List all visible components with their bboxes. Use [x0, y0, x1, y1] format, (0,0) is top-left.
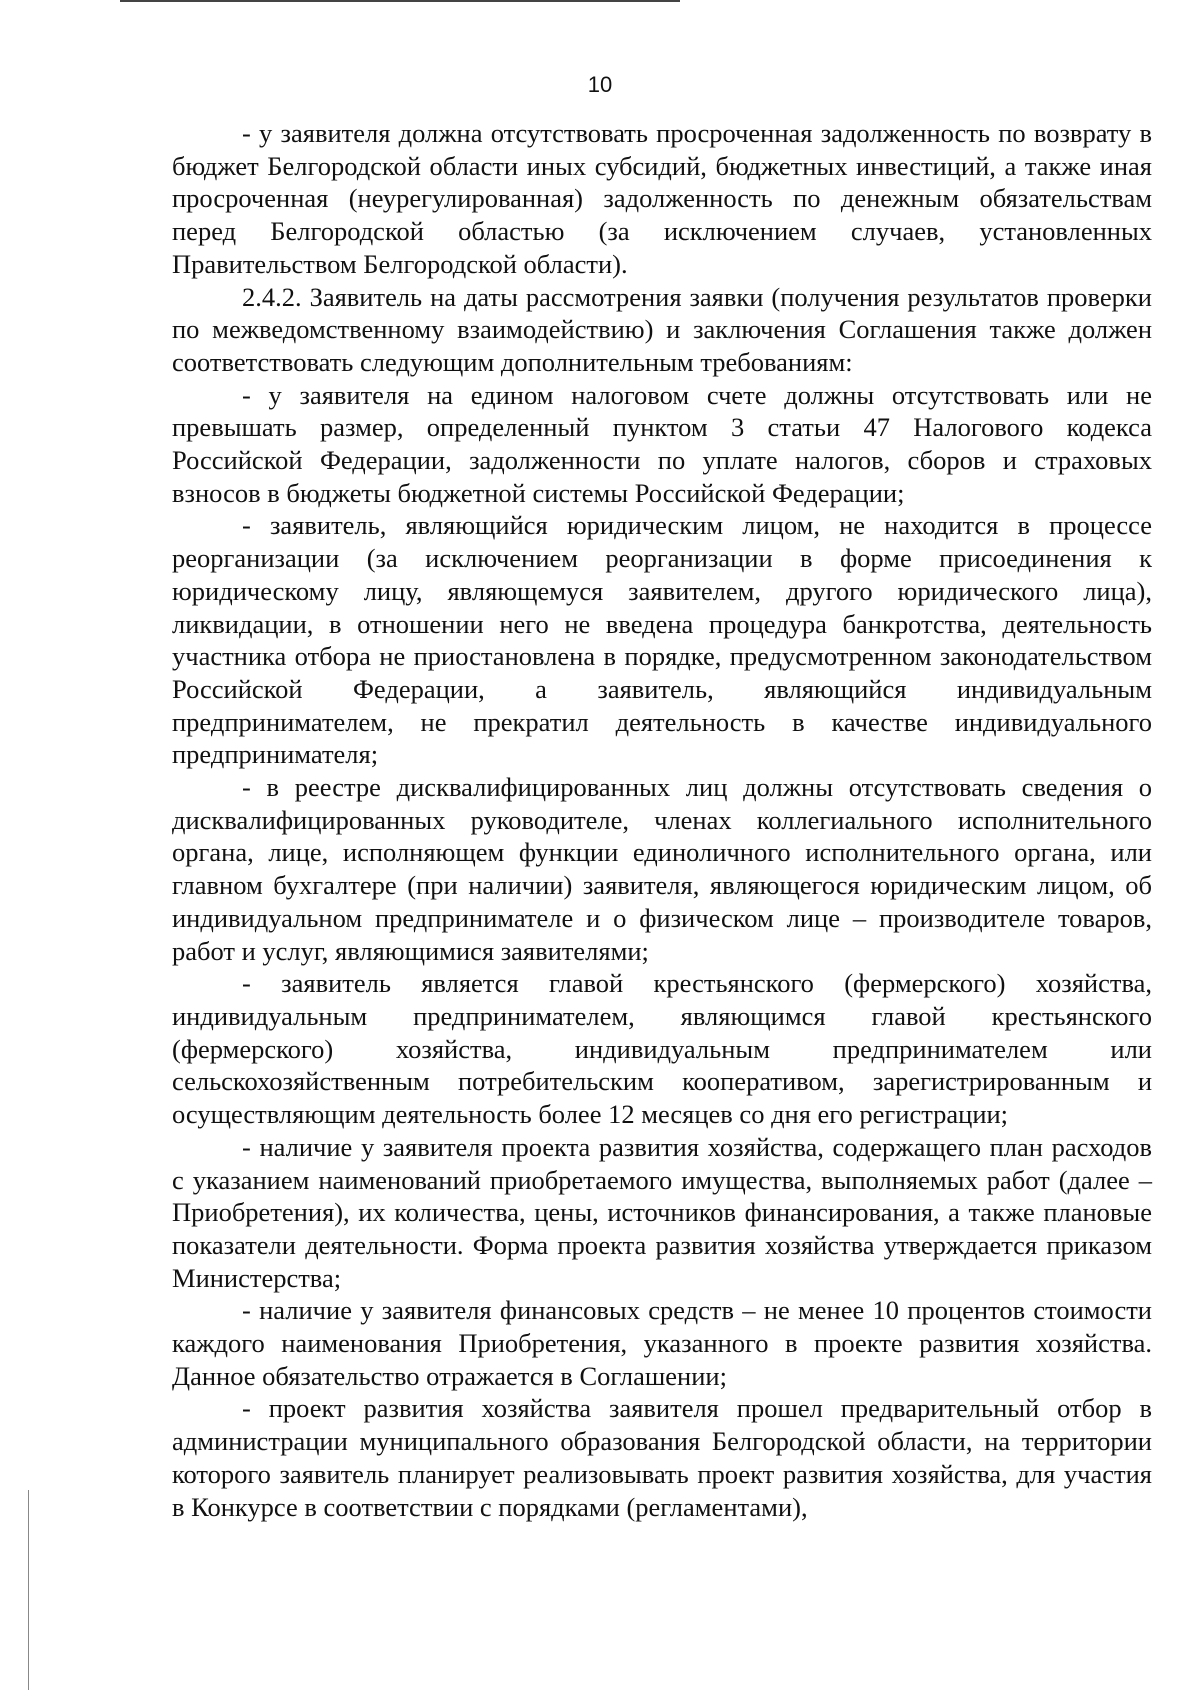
paragraph-development-project: - наличие у заявителя проекта развития хозяйства, содержащего план расходов с указанием наименований приобретаемого имущества, выполняемых работ (далее – Приобретения), их количества, цены, источников финансирования, а также плановые показатели деятельности. Форма проекта развития хозяйства утверждается приказом Министерства;: [172, 1131, 1152, 1293]
paragraph-disqualified-registry: - в реестре дисквалифицированных лиц должны отсутствовать сведения о дисквалифицированных руководителе, членах коллегиального исполнительного органа, лице, исполняющем функции единоличного исполнительного органа, или главном бухгалтере (при наличии) заявителя, являющегося юридическим лицом, об индивидуальном предпринимателе и о физическом лице – производителе товаров, работ и услуг, являющимися заявителями;: [172, 772, 1152, 966]
scan-edge-left: [28, 1490, 29, 1690]
paragraph-debt-requirement: - у заявителя должна отсутствовать просроченная задолженность по возврату в бюджет Белгородской области иных субсидий, бюджетных инвестиций, а также иная просроченная (неурегулированная) задолженность по денежным обязательствам перед Белгородской областью (за исключением случаев, установленных Правительством Белгородской области).: [172, 118, 1152, 279]
document-body: [172, 117, 1152, 1523]
paragraph-tax-account: - у заявителя на едином налоговом счете должны отсутствовать или не превышать размер, определенный пунктом 3 статьи 47 Налогового кодекса Российской Федерации, задолженности по уплате налогов, сборов и страховых взносов в бюджеты бюджетной системы Российской Федерации;: [172, 379, 1152, 508]
page-number: 10: [587, 72, 613, 97]
paragraph-farm-head: - заявитель является главой крестьянского (фермерского) хозяйства, индивидуальным предпринимателем, являющимся главой крестьянского (фермерского) хозяйства, индивидуальным предпринимателем или сельскохозяйственным потребительским кооперативом, зарегистрированным и осуществляющим деятельность более 12 месяцев со дня его регистрации;: [172, 968, 1152, 1130]
paragraph-preliminary-selection: - проект развития хозяйства заявителя прошел предварительный отбор в администрации муниципального образования Белгородской области, на территории которого заявитель планирует реализовывать проект развития хозяйства, для участия в Конкурсе в соответствии с порядками (регламентами),: [172, 1393, 1152, 1522]
paragraph-2-4-2: 2.4.2. Заявитель на даты рассмотрения заявки (получения результатов проверки по межведомственному взаимодействию) и заключения Соглашения также должен соответствовать следующим дополнительным требованиям:: [172, 281, 1152, 377]
paragraph-reorganization: - заявитель, являющийся юридическим лицом, не находится в процессе реорганизации (за исключением реорганизации в форме присоединения к юридическому лицу, являющемуся заявителем, другого юридического лица), ликвидации, в отношении него не введена процедура банкротства, деятельность участника отбора не приостановлена в порядке, предусмотренном законодательством Российской Федерации, а заявитель, являющийся индивидуальным предпринимателем, не прекратил деятельность в качестве индивидуального предпринимателя;: [172, 510, 1152, 770]
paragraph-financial-means: - наличие у заявителя финансовых средств – не менее 10 процентов стоимости каждого наименования Приобретения, указанного в проекте развития хозяйства. Данное обязательство отражается в Соглашении;: [172, 1295, 1152, 1391]
scan-edge-top: [120, 0, 680, 2]
